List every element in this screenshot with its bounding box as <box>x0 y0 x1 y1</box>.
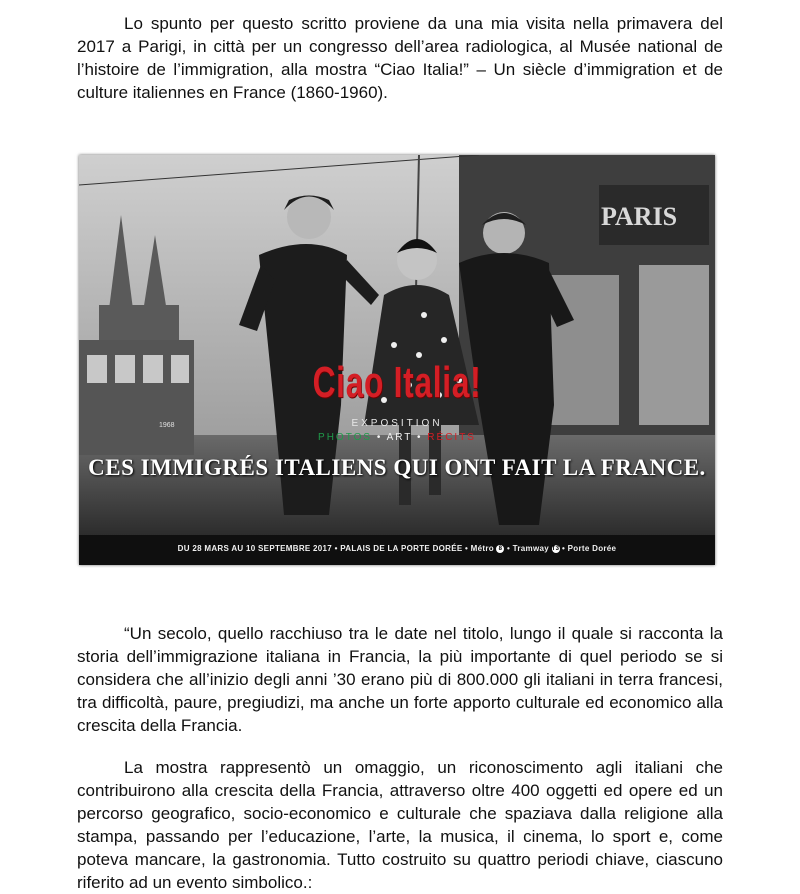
tag-art: ART <box>386 432 413 443</box>
poster-title: Ciao Italia! <box>312 358 482 407</box>
quote-paragraph: “Un secolo, quello racchiuso tra le date nel titolo, lungo il quale si racconta la storia dell’immigrazione italiana in Francia, la più importante di quel periodo se si considera che all’inizio degli anni ’30 erano più di 800.000 gli italiani in terra francesi, tra difficoltà, paure, pregiudizi, ma anche un forte apporto culturale ed economico alla crescita della Francia. <box>77 624 723 735</box>
poster-stop: • Porte Dorée <box>559 544 617 553</box>
poster-slogan: CES IMMIGRÉS ITALIENS QUI ONT FAIT LA FRANCE. <box>88 455 706 480</box>
tag-separator: • <box>372 432 387 443</box>
poster-exposition-label: EXPOSITION <box>351 418 443 429</box>
tram-icon: T3 <box>551 545 560 552</box>
tag-photos: PHOTOS <box>318 432 373 443</box>
intro-paragraph: Lo spunto per questo scritto proviene da una mia visita nella primavera del 2017 a Parigi, in città per un congresso dell’area radiologica, al Musée national de l’histoire de l’immigration, alla mostra “Ciao Italia!” – Un siècle d’immigration et de culture italiennes en France (1860-1960). <box>77 14 723 102</box>
poster-dates-venue: DU 28 MARS AU 10 SEPTEMBRE 2017 • PALAIS DE LA PORTE DORÉE • Métro <box>177 544 494 553</box>
poster-footer <box>79 544 715 553</box>
tag-recits: RÉCITS <box>427 432 476 443</box>
poster-tags <box>79 432 715 443</box>
poster-tramway: • Tramway <box>504 544 549 553</box>
exhibition-poster <box>79 155 715 565</box>
building-sign: PARIS <box>600 202 678 231</box>
tribute-paragraph: La mostra rappresentò un omaggio, un riconoscimento agli italiani che contribuirono alla crescita della Francia, attraverso oltre 400 oggetti ed opere ed un percorso geografico, socio-economico e culturale che spaziava dalla religione alla stampa, passando per l’educazione, l’arte, la musica, il cinema, lo sport e, come poteva mancare, la gastronomia. Tutto costruito su quattro periodi chiave, ciascuno riferito ad un evento simbolico.: <box>77 758 723 892</box>
metro-icon: 8 <box>496 545 504 553</box>
tram-number: 1968 <box>159 422 175 429</box>
tag-separator: • <box>412 432 428 443</box>
